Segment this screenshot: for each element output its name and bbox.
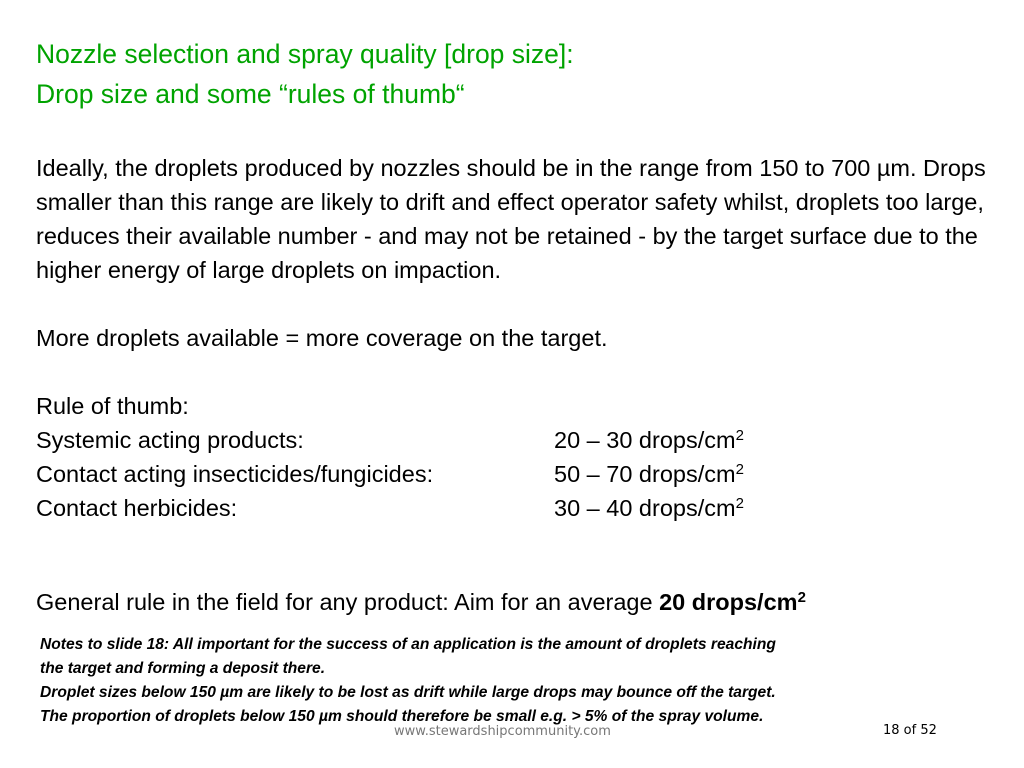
paragraph-spacer [36, 287, 1006, 321]
general-rule-text: General rule in the field for any product: Aim for an average [36, 589, 660, 615]
rule-value [554, 423, 744, 457]
rules-heading: Rule of thumb: [36, 393, 189, 419]
slide-notes [40, 633, 1000, 729]
general-rule-highlight [659, 589, 806, 615]
body-paragraph-droplet-range: Ideally, the droplets produced by nozzles should be in the range from 150 to 700 µm. Drops smaller than this range are likely to drift and effect operator safety whilst, droplets too large, reduces their available number - and may not be retained - by the target surface due to the higher energy of large droplets on impaction. [36, 155, 986, 283]
general-rule-bold-text: 20 drops/cm [659, 589, 798, 615]
slide-title [36, 34, 996, 114]
page-number: 18 of 52 [883, 723, 937, 738]
general-rule [36, 585, 806, 619]
rule-row-contact-herbicides [36, 491, 1006, 525]
rule-value-superscript: 2 [735, 495, 744, 512]
rule-value-text: 30 – 40 drops/cm [554, 495, 736, 521]
rule-value-superscript: 2 [735, 461, 744, 478]
notes-line-3: Droplet sizes below 150 µm are likely to be lost as drift while large drops may bounce off the target. [40, 684, 776, 701]
general-rule-superscript: 2 [797, 589, 806, 606]
rule-row-contact-insecticides [36, 457, 1006, 491]
rule-value-text: 50 – 70 drops/cm [554, 461, 736, 487]
rule-label: Contact acting insecticides/fungicides: [36, 461, 434, 487]
rule-value [554, 491, 744, 525]
body-paragraph-coverage: More droplets available = more coverage on the target. [36, 325, 608, 351]
footer-url: www.stewardshipcommunity.com [394, 724, 611, 739]
notes-line-1: Notes to slide 18: All important for the success of an application is the amount of droplets reaching [40, 636, 776, 653]
slide-title-line-2: Drop size and some “rules of thumb“ [36, 79, 465, 109]
rule-row-systemic [36, 423, 1006, 457]
slide-title-line-1: Nozzle selection and spray quality [drop size]: [36, 39, 574, 69]
rule-value-text: 20 – 30 drops/cm [554, 427, 736, 453]
rule-value [554, 457, 744, 491]
rule-label: Systemic acting products: [36, 427, 304, 453]
notes-line-4: The proportion of droplets below 150 µm should therefore be small e.g. > 5% of the spray volume. [40, 708, 764, 725]
rule-label: Contact herbicides: [36, 495, 238, 521]
notes-line-2: the target and forming a deposit there. [40, 660, 326, 677]
rule-value-superscript: 2 [735, 427, 744, 444]
paragraph-spacer [36, 355, 1006, 389]
slide-body [36, 151, 1006, 525]
